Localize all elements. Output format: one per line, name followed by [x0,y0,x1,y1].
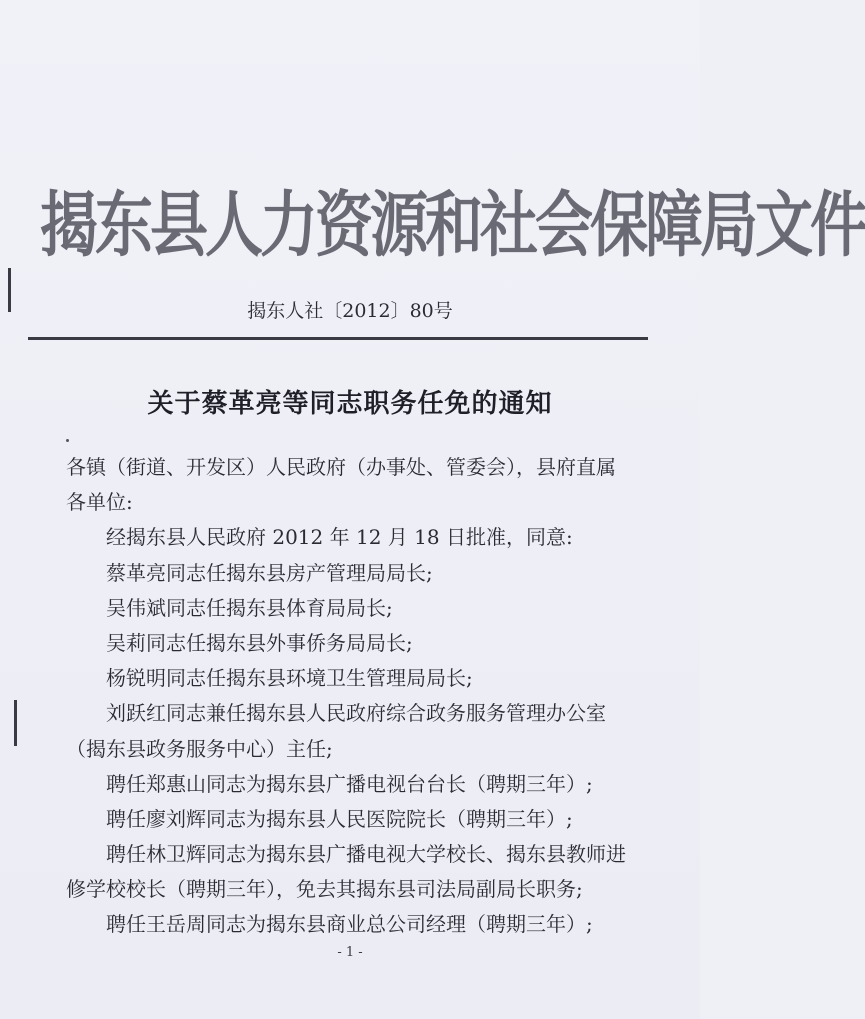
agency-header-title: 揭东县人力资源和社会保障局文件 [40,183,865,267]
page-number: - 1 - [337,945,363,960]
appointment-line: 蔡革亮同志任揭东县房产管理局局长; [106,560,433,585]
appointment-line-continued: 修学校校长（聘期三年），免去其揭东县司法局副局长职务; [66,877,583,902]
header-divider [28,337,648,340]
appointment-line-continued: （揭东县政务服务中心）主任; [66,736,333,761]
approval-line: 经揭东县人民政府 2012 年 12 月 18 日批准，同意: [106,525,573,550]
addressee-line: 各单位: [66,490,133,515]
appointment-line: 刘跃红同志兼任揭东县人民政府综合政务服务管理办公室 [106,701,606,726]
notice-title: 关于蔡革亮等同志职务任免的通知 [147,389,553,419]
appointment-line: 聘任廖刘辉同志为揭东县人民医院院长（聘期三年）; [106,806,573,831]
notice-body [66,450,646,943]
stray-dot [66,439,69,442]
document-number: 揭东人社〔2012〕80号 [247,300,453,322]
addressee-line: 各镇（街道、开发区）人民政府（办事处、管委会），县府直属 [66,455,616,479]
appointment-line: 杨锐明同志任揭东县环境卫生管理局局长; [106,666,473,691]
appointment-line: 吴莉同志任揭东县外事侨务局局长; [106,630,413,655]
appointment-line: 吴伟斌同志任揭东县体育局局长; [106,595,393,620]
binding-mark [14,700,17,746]
appointment-line: 聘任郑惠山同志为揭东县广播电视台台长（聘期三年）; [106,771,593,796]
appointment-line: 聘任王岳周同志为揭东县商业总公司经理（聘期三年）; [106,912,593,937]
appointment-line: 聘任林卫辉同志为揭东县广播电视大学校长、揭东县教师进 [106,842,626,867]
